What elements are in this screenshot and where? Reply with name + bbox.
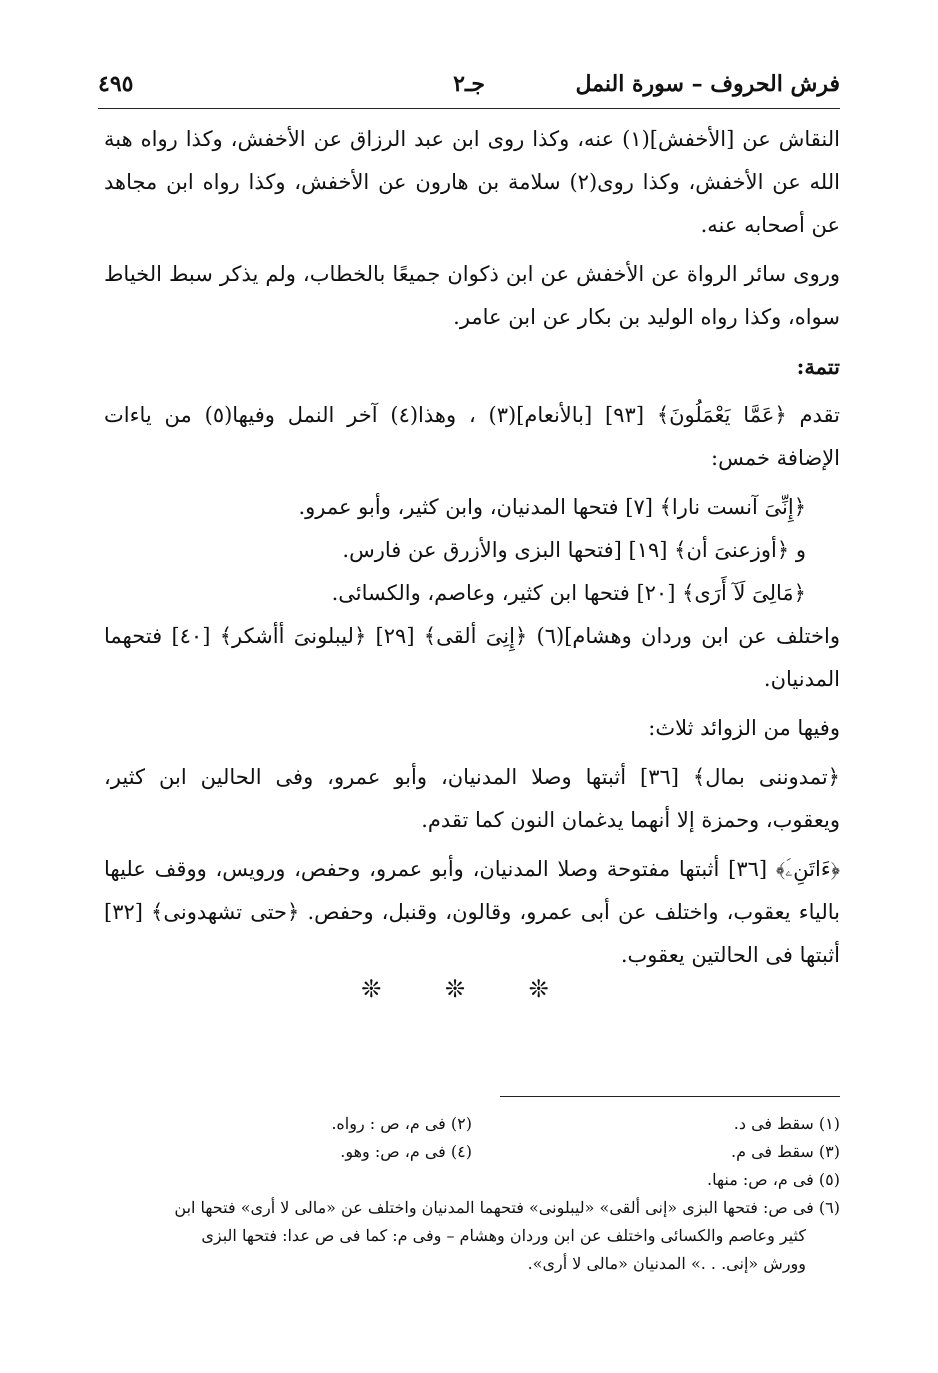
footnote-row [104, 1110, 840, 1138]
footnote-4: (٤) فى م، ص: وهو. [340, 1142, 472, 1161]
list-item-3: ﴿مَالِىَ لَآ أَرَى﴾ [٢٠] فتحها ابن كثير، وعاصم، والكسائى. [331, 581, 806, 605]
paragraph-7: ﴿ءَاتَنِۦَ﴾ [٣٦] أثبتها مفتوحة وصلا المدنيان، وأبو عمرو، وحفص، ورويس، ووقف عليها بالياء يعقوب، واختلف عن أبى عمرو، وقالون، وقنبل، وحفص. ﴿حتى تشهدونى﴾ [٣٢] أثبتها فى الحالتين يعقوب. [104, 857, 840, 967]
footnote-6-continued: وورش «إنى. . .» المدنيان «مالى لا أرى». [527, 1254, 806, 1273]
page-number: ٤٩٥ [98, 71, 134, 97]
paragraph-2: وروى سائر الرواة عن الأخفش عن ابن ذكوان جميعًا بالخطاب، ولم يذكر سبط الخياط سواه، وكذا رواه الوليد بن بكار عن ابن عامر. [104, 262, 840, 329]
footnote-3: (٣) سقط فى م. [730, 1142, 840, 1161]
footnote-2: (٢) فى م، ص : رواه. [331, 1114, 472, 1133]
footnote-divider [500, 1096, 840, 1097]
paragraph-5: وفيها من الزوائد ثلاث: [648, 716, 840, 740]
header-divider [98, 108, 840, 109]
main-text [104, 118, 840, 983]
running-header [98, 62, 840, 106]
paragraph-3: تقدم ﴿عَمَّا يَعْمَلُونَ﴾ [٩٣] [بالأنعام](٣) ، وهذا(٤) آخر النمل وفيها(٥) من ياءات الإضافة خمس: [104, 403, 841, 470]
footnote-5: (٥) فى م، ص: منها. [707, 1170, 840, 1189]
footnote-1: (١) سقط فى د. [733, 1114, 840, 1133]
paragraph-6: ﴿تمدوننى بمال﴾ [٣٦] أثبتها وصلا المدنيان، وأبو عمرو، وفى الحالين ابن كثير، ويعقوب، وحمزة إلا أنهما يدغمان النون كما تقدم. [104, 765, 840, 832]
footnote-6-continued: كثير وعاصم والكسائى واختلف عن ابن وردان وهشام – وفى م: كما فى ص عدا: فتحها البزى [201, 1226, 806, 1245]
list-item-1: ﴿إِنِّىَ آنست نارا﴾ [٧] فتحها المدنيان، وابن كثير، وأبو عمرو. [298, 495, 806, 519]
footnote-row [104, 1138, 840, 1166]
footnotes [104, 1110, 840, 1278]
paragraph-1: النقاش عن [الأخفش](١) عنه، وكذا روى ابن عبد الرزاق عن الأخفش، وكذا رواه هبة الله عن الأخفش، وكذا روى(٢) سلامة بن هارون عن الأخفش، وكذا رواه ابن مجاهد عن أصحابه عنه. [104, 127, 840, 237]
section-separator: ❊ ❊ ❊ [361, 975, 577, 1003]
paragraph-4: واختلف عن ابن وردان وهشام](٦) ﴿إِنِىَ ألقى﴾ [٢٩] ﴿ليبلونىَ أأشكر﴾ [٤٠] فتحهما المدنيان. [104, 624, 840, 691]
chapter-title: فرش الحروف – سورة النمل [575, 71, 840, 97]
footnote-6: (٦) فى ص: فتحها البزى «إنى ألقى» «ليبلونى» فتحهما المدنيان واختلف عن «مالى لا أرى» فتحها ابن [174, 1198, 840, 1217]
volume-label: جـ٢ [453, 71, 485, 97]
section-heading-tatimma: تتمة: [796, 354, 840, 379]
list-item-2: و ﴿أوزعنىَ أن﴾ [١٩] [فتحها البزى والأزرق عن فارس. [342, 538, 806, 562]
